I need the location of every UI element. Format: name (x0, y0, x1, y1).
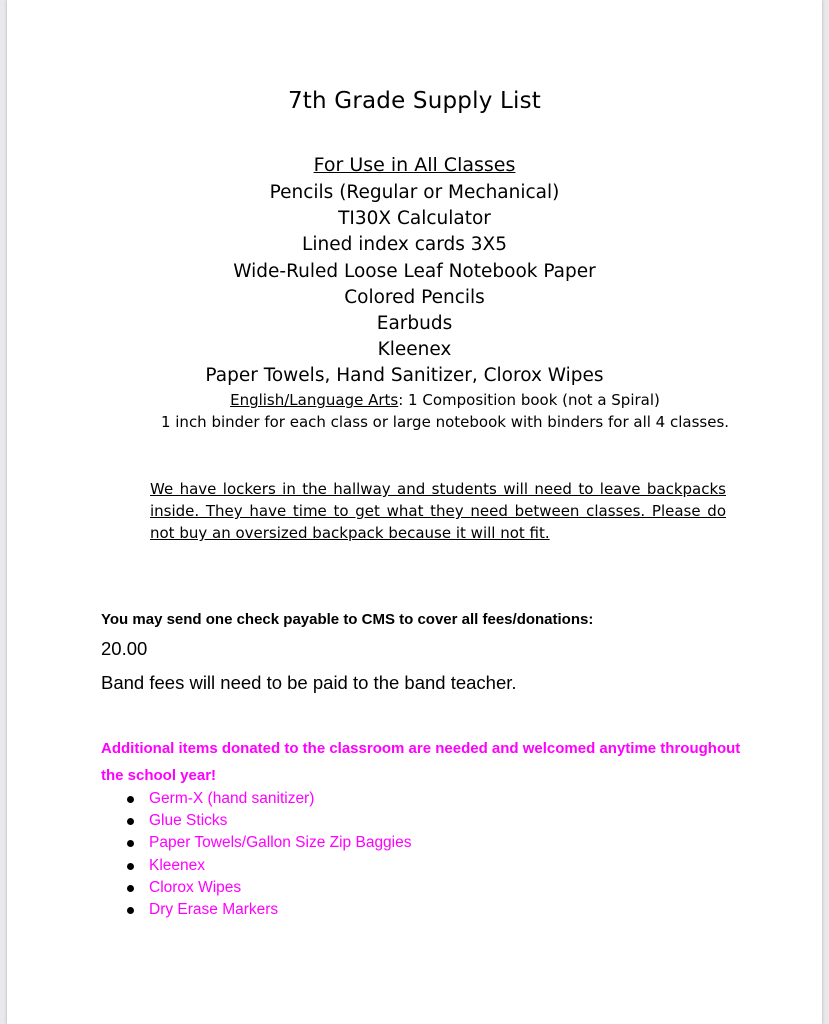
bullet-icon (127, 818, 134, 825)
list-item: Colored Pencils (344, 286, 485, 308)
list-item: TI30X Calculator (338, 208, 491, 230)
bullet-icon (127, 863, 134, 870)
bullet-icon (127, 907, 134, 914)
ela-label: English/Language Arts (230, 391, 399, 409)
all-classes-list (0, 180, 829, 390)
ela-binder: 1 inch binder for each class or large notebook with binders for all 4 classes. (160, 412, 730, 431)
ela-section (150, 390, 740, 433)
list-item: Earbuds (376, 312, 453, 334)
bullet-icon (127, 840, 134, 847)
list-item: Kleenex (377, 339, 452, 361)
all-classes-heading: For Use in All Classes (313, 154, 516, 176)
bullet-icon (127, 796, 134, 803)
fee-amount: 20.00 (101, 638, 148, 659)
list-item: Paper Towels/Gallon Size Zip Baggies (127, 832, 412, 854)
list-item: Dry Erase Markers (127, 899, 412, 921)
list-item: Kleenex (127, 855, 412, 877)
list-item: Germ-X (hand sanitizer) (127, 788, 412, 810)
bullet-icon (127, 885, 134, 892)
list-item: Wide-Ruled Loose Leaf Notebook Paper (233, 260, 596, 282)
donations-heading: Additional items donated to the classroom are needed and welcomed anytime throughout the school year! (101, 740, 741, 784)
ela-text: : 1 Composition book (not a Spiral) (398, 391, 660, 409)
list-item: Paper Towels, Hand Sanitizer, Clorox Wipes (205, 365, 604, 387)
list-item: Lined index cards 3X5 (302, 234, 507, 256)
lockers-note: We have lockers in the hallway and students will need to leave backpacks inside. They have time to get what they need between classes. Please do not buy an oversized backpack because it will not fit. (150, 480, 726, 542)
check-instructions: You may send one check payable to CMS to cover all fees/donations: (101, 611, 594, 628)
band-fees-note: Band fees will need to be paid to the band teacher. (101, 672, 517, 693)
page-title: 7th Grade Supply List (287, 88, 542, 114)
donations-list (127, 788, 412, 921)
list-item: Clorox Wipes (127, 877, 412, 899)
list-item: Glue Sticks (127, 810, 412, 832)
list-item: Pencils (Regular or Mechanical) (269, 182, 560, 203)
